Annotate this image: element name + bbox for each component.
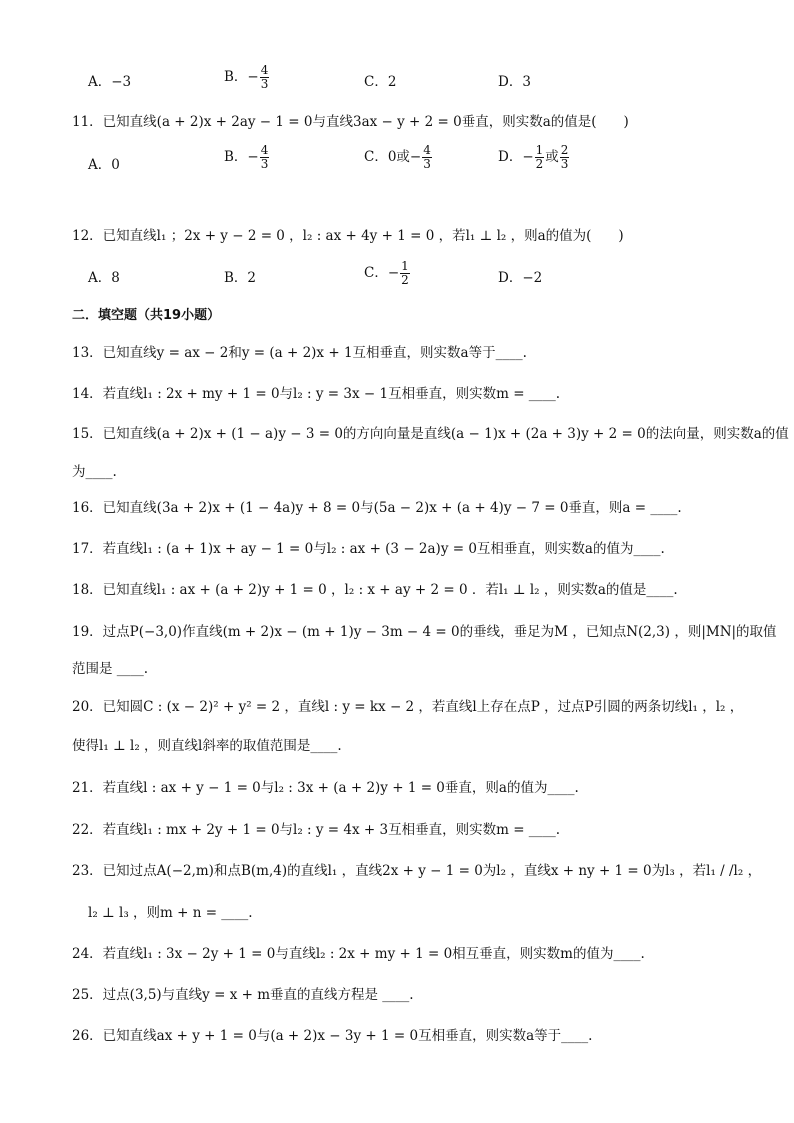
q10-option-b: B．− $\frac{4}{3}$: [224, 63, 269, 91]
q12-option-c: C．− $\frac{1}{2}$: [364, 259, 409, 287]
question-25: 25．过点(3,5)与直线y = x + m垂直的直线方程是 ____.: [72, 987, 414, 1003]
question-26: 26．已知直线ax + y + 1 = 0与(a + 2)x − 3y + 1 = 0互相垂直，则实数a等于____.: [72, 1028, 593, 1044]
question-16: 16．已知直线(3a + 2)x + (1 − 4a)y + 8 = 0与(5a − 2)x + (a + 4)y − 7 = 0垂直，则a = ____.: [72, 500, 682, 516]
fraction: $\frac{1}{2}$: [535, 143, 544, 171]
question-12: 12．已知直线l₁ ；2x + y − 2 = 0 ，l₂ : ax + 4y + 1 = 0 ，若l₁ ⊥ l₂ ，则a的值为( ): [72, 228, 624, 244]
q11-option-b: B．− $\frac{4}{3}$: [224, 143, 269, 171]
q10-option-a: A．−3: [88, 74, 132, 90]
fraction: $\frac{2}{3}$: [560, 143, 569, 171]
question-19-cont: 范围是 ____.: [72, 661, 149, 677]
question-19: 19．过点P(−3,0)作直线(m + 2)x − (m + 1)y − 3m − 4 = 0的垂线，垂足为M ，已知点N(2,3) ，则|MN|的取值: [72, 624, 777, 640]
q12-option-a: A．8: [88, 270, 120, 286]
question-13: 13．已知直线y = ax − 2和y = (a + 2)x + 1互相垂直，则实数a等于____.: [72, 345, 527, 361]
question-11: 11．已知直线(a + 2)x + 2ay − 1 = 0与直线3ax − y + 2 = 0垂直，则实数a的值是( ): [72, 114, 629, 130]
q11-options: [88, 144, 608, 178]
section-title: 二．填空题（共19小题）: [72, 308, 221, 323]
q11-option-d: D．− $\frac{1}{2}$ 或 $\frac{2}{3}$: [498, 143, 569, 171]
fraction: $\frac{4}{3}$: [260, 143, 269, 171]
q11-option-a: A．0: [88, 157, 120, 173]
q12-options: [88, 260, 608, 294]
question-15-cont: 为____.: [72, 464, 117, 480]
question-24: 24．若直线l₁ : 3x − 2y + 1 = 0与直线l₂ : 2x + my + 1 = 0相互垂直，则实数m的值为____.: [72, 946, 645, 962]
question-20: 20．已知圆C : (x − 2)² + y² = 2 ，直线l : y = kx − 2 ，若直线l上存在点P ，过点P引圆的两条切线l₁ ，l₂ ，: [72, 699, 744, 715]
question-14: 14．若直线l₁ : 2x + my + 1 = 0与l₂ : y = 3x − 1互相垂直，则实数m = ____.: [72, 386, 561, 402]
fraction: $\frac{1}{2}$: [401, 259, 409, 287]
question-22: 22．若直线l₁ : mx + 2y + 1 = 0与l₂ : y = 4x + 3互相垂直，则实数m = ____.: [72, 822, 561, 838]
fraction: $\frac{4}{3}$: [423, 143, 431, 171]
question-21: 21．若直线l : ax + y − 1 = 0与l₂ : 3x + (a + 2)y + 1 = 0垂直，则a的值为____.: [72, 780, 579, 796]
question-17: 17．若直线l₁ : (a + 1)x + ay − 1 = 0与l₂ : ax + (3 − 2a)y = 0互相垂直，则实数a的值为____.: [72, 541, 665, 557]
question-18: 18．已知直线l₁ : ax + (a + 2)y + 1 = 0 ，l₂ : x + ay + 2 = 0 ．若l₁ ⊥ l₂ ，则实数a的值是____.: [72, 582, 678, 598]
q10-option-d: D．3: [498, 74, 531, 90]
question-23-cont: l₂ ⊥ l₃ ，则m + n = ____.: [88, 905, 253, 921]
q12-option-b: B．2: [224, 270, 257, 286]
fraction: $\frac{4}{3}$: [260, 63, 269, 91]
q10-option-c: C．2: [364, 74, 397, 90]
q12-option-d: D．−2: [498, 270, 543, 286]
q11-option-c: C．0或− $\frac{4}{3}$: [364, 143, 431, 171]
question-23: 23．已知过点A(−2,m)和点B(m,4)的直线l₁ ，直线2x + y − 1 = 0为l₂ ，直线x + ny + 1 = 0为l₃ ，若l₁ / /l₂ ，: [72, 863, 762, 879]
q10-options: [88, 64, 608, 98]
question-20-cont: 使得l₁ ⊥ l₂ ，则直线l斜率的取值范围是____.: [72, 738, 342, 754]
question-15: 15．已知直线(a + 2)x + (1 − a)y − 3 = 0的方向向量是直线(a − 1)x + (2a + 3)y + 2 = 0的法向量，则实数a的值: [72, 426, 789, 442]
